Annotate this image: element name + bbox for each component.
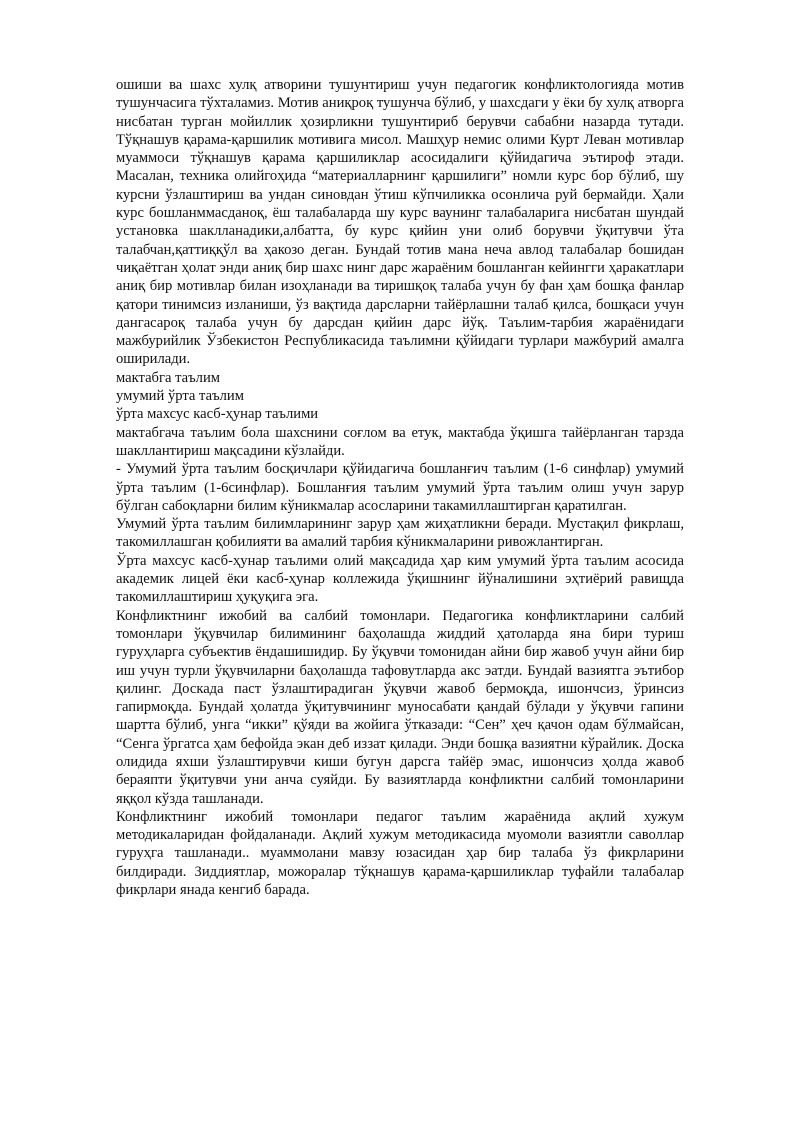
document-body (116, 76, 684, 899)
paragraph-vocational: Ўрта махсус касб-ҳунар таълими олий мақсадида ҳар ким умумий ўрта таълим асосида академик лицей ёки касб-ҳунар коллежида ўқишнинг йўналишини эҳтиёрий равищда такомиллаштириш ҳуқуқига эга. (116, 552, 684, 606)
paragraph-conflict-positive: Конфликтнинг ижобий томонлари педагог таълим жараёнида ақлий хужум методикаларидан фойдаланади. Ақлий хужум методикасида муомоли вазиятли саволлар гуруҳга ташланади.. муаммолани мавзу юзасидан ҳар бир талаба ўз фикрларини билдиради. Зиддиятлар, можоралар тўқнашув қарама-қаршиликлар туфайли талабалар фикрлари янада кенгиб барада. (116, 808, 684, 899)
paragraph-general-secondary-stages: - Умумий ўрта таълим босқичлари қўйидагича бошланғич таълим (1-6 синфлар) умумий ўрта таълим (1-6синфлар). Бошланғия таълим умумий ўрта таълим олиш учун зарур бўлган сабоқларни билим кўникмалар асосларини такамиллаштирган қаратилган. (116, 461, 684, 514)
list-item-vocational-education: ўрта махсус касб-ҳунар таълими (116, 406, 319, 423)
paragraph-motive: ошиши ва шахс хулқ атворини тушунтириш учун педагогик конфликтологияда мотив тушунчасига тўхталамиз. Мотив аниқроқ тушунча бўлиб, у шахсдаги у ёки бу хулқ атворга нисбатан турган мойиллик ҳозирликни тушунтириб берувчи сабабни назарда тутади. Тўқнашув қарама-қаршилик мотивига мисол. Машҳур немис олими Курт Леван мотивлар муаммоси тўқнашув қарама қаршиликлар асосидалиги қўйидагича эътироф этади. Масалан, техника олийгоҳида “материалларнинг қаршилиги” номли курс бор бўлиб, шу курсни ўзлаштириш ва ундан синовдан ўтиш кўпчиликка осонлича руй бермайди. Ҳали курс бошланммасданоқ, ёш талабаларда шу курс ваунинг талабаларига нисбатан шундай установка шаклланадики,албатта, бу курс қийин уни олиб борувчи ўқитувчи ўта талабчан,қаттиққўл ва ҳакозо деган. Бундай тотив мана неча авлод талабалар бошидан чиқаётган ҳолат энди аниқ бир шахс нинг дарс жараёним бошланган кейингги ҳаракатлари аниқ бир мотивлар билан изоҳланади ва тиришқоқ талаба учун бу фан ҳам бошқа фанлар қатори тинимсиз изланиши, ўз вақтида дарсларни тайёрлашни талаб қилса, бошқаси учун дангасароқ талаба учун бу дарсдан қийин дарс йўқ. Таълим-тарбия жараёнидаги мажбурийлик Ўзбекистон Республикасида таълимни қўйидаги турлари мажбурий амалга оширилади. (116, 77, 684, 368)
paragraph-preschool: мактабгача таълим бола шахснини соғлом ва етук, мактабда ўқишга тайёрланган тарзда шакллантириш мақсадини кўзлайди. (116, 424, 684, 459)
list-item-preschool-education: мактабга таълим (116, 369, 220, 386)
list-item-general-secondary-education: умумий ўрта таълим (116, 388, 244, 405)
paragraph-conflict-negative: Конфликтнинг ижобий ва салбий томонлари. Педагогика конфликтларини салбий томонлари ўқувчилар билимининг баҳолашда жиддий ҳатоларда яна бири туриш гуруҳларга субъектив ёндашишидир. Бу ўқувчи томонидан айни бир жавоб учун айни бир иш учун турли ўқувчиларни баҳолашда тафовутларда акс эатди. Бундай вазиятга эътибор қилинг. Доскада паст ўзлаштирадиган ўқувчи жавоб бермоқда, ишончсиз, ўринсиз гапирмоқда. Бундай ҳолатда ўқитувчининг муносабати қандай бўлади у ўқувчи гапини шартта бўлиб, унга “икки” қўяди ва жойига ўтказади: “Сен” ҳеч қачон одам бўлмайсан, “Сенга ўргатса ҳам бефойда экан деб иззат қилади. Энди бошқа вазиятни кўрайлик. Доска олидида яхши ўзлаштирувчи киши бугун дарсга тайёр эмас, ишончсиз ҳолда жавоб бераяпти ўқитувчи уни анча суяйди. Бу вазиятларда конфликтни салбий томонларини яққол кўзда ташланади. (116, 607, 684, 807)
paragraph-general-secondary-skills: Умумий ўрта таълим билимларининг зарур ҳам жиҳатликни беради. Мустақил фикрлаш, такомиллашган қобилияти ва амалий тарбия кўникмаларини ривожлантирган. (116, 516, 684, 551)
